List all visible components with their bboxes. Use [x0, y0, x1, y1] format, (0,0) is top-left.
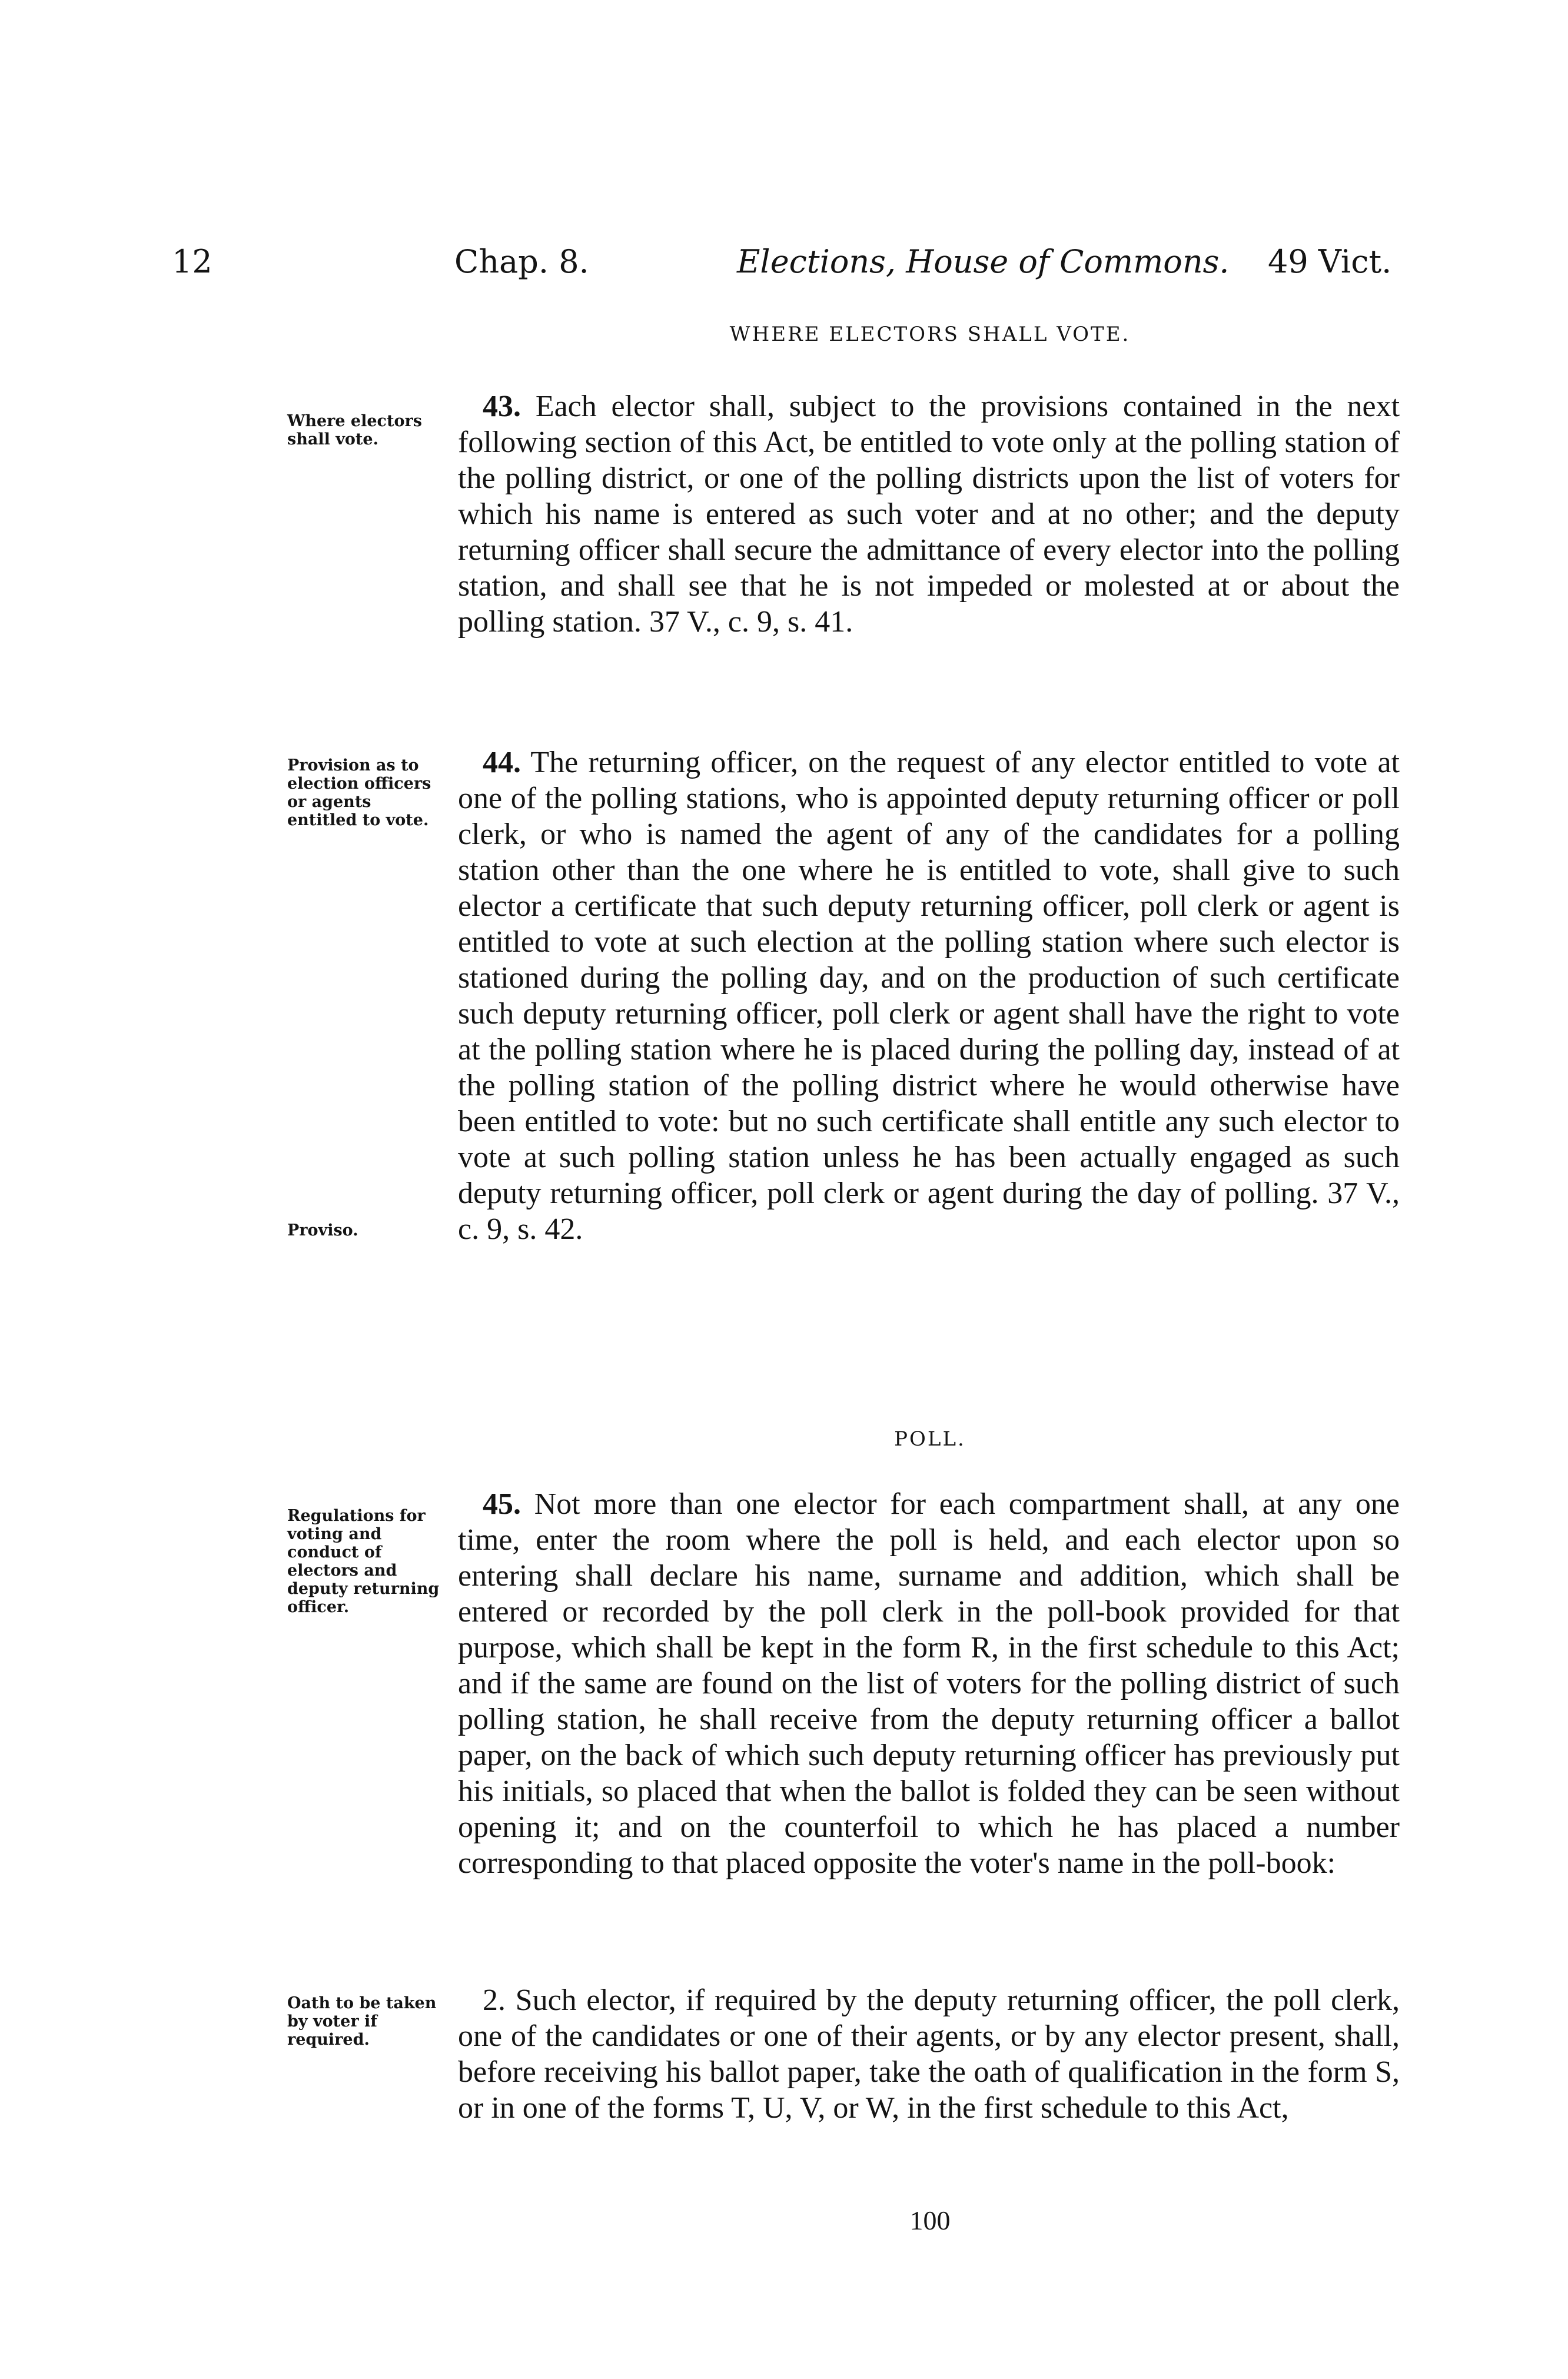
marginal-note-s43: Where electors shall vote.: [287, 412, 422, 448]
running-title: Elections, House of Commons.: [737, 243, 1230, 280]
printer-signature: 100: [909, 2205, 951, 2235]
page-number: 12: [172, 243, 212, 280]
section-number-44: 44.: [483, 746, 521, 779]
section-43-text: Each elector shall, subject to the provisions contained in the next following section of this Act, be entitled to vote only at the polling station of the polling district, or one of the polling districts upon the list of voters for which his name is entered as such voter and at no other; and the deputy returning officer shall secure the admittance of every elector into the polling station, and shall see that he is not impeded or molested at or about the polling station. 37 V., c. 9, s. 41.: [458, 390, 1400, 639]
section-45-subsection-2: [458, 1982, 1400, 2126]
section-45-text: Not more than one elector for each compartment shall, at any one time, enter the room where the poll is held, and each elector upon so entering shall declare his name, surname and addition, which shall be entered or recorded by the poll clerk in the poll-book provided for that purpose, which shall be kept in the form R, in the first schedule to this Act; and if the same are found on the list of voters for the polling district of such polling station, he shall receive from the deputy returning officer a ballot paper, on the back of which such deputy returning officer has previously put his initials, so placed that when the ballot is folded they can be seen without opening it; and on the counterfoil to which he has placed a number corresponding to that placed opposite the voter's name in the poll-book:: [458, 1487, 1400, 1880]
chapter-label: Chap. 8.: [454, 243, 589, 280]
section-44-text: The returning officer, on the request of any elector entitled to vote at one of the polling stations, who is appointed deputy returning officer or poll clerk, or who is named the agent of any of the candidates for a polling station other than the one where he is entitled to vote, shall give to such elector a certificate that such deputy returning officer, poll clerk or agent is entitled to vote at such election at the polling station where such elector is stationed during the polling day, and on the production of such certificate such deputy returning officer, poll clerk or agent shall have the right to vote at the polling station where he is placed during the polling day, instead of at the polling station of the polling district where he would otherwise have been entitled to vote: but no such certificate shall entitle any such elector to vote at such polling station unless he has been actually engaged as such deputy returning officer, poll clerk or agent during the day of polling. 37 V., c. 9, s. 42.: [458, 746, 1400, 1246]
regnal-year: 49 Vict.: [1268, 243, 1392, 280]
section-heading-poll: POLL.: [894, 1427, 966, 1451]
marginal-note-s45: Regulations for voting and conduct of electors and deputy returning officer.: [287, 1507, 440, 1616]
marginal-note-s44: Provision as to election officers or agents entitled to vote.: [287, 756, 431, 829]
section-45: [458, 1486, 1400, 1881]
section-45-2-text: 2. Such elector, if required by the deputy returning officer, the poll clerk, one of the candidates or one of their agents, or by any elector present, shall, before receiving his ballot paper, take the oath of qualification in the form S, or in one of the forms T, U, V, or W, in the first schedule to this Act,: [458, 1983, 1400, 2125]
marginal-note-proviso: Proviso.: [287, 1221, 358, 1240]
section-number-43: 43.: [483, 390, 521, 423]
section-number-45: 45.: [483, 1487, 521, 1521]
section-44: [458, 745, 1400, 1247]
section-heading-where-electors: WHERE ELECTORS SHALL VOTE.: [729, 323, 1131, 346]
marginal-note-s45-2: Oath to be taken by voter if required.: [287, 1994, 437, 2049]
section-43: [458, 388, 1400, 640]
